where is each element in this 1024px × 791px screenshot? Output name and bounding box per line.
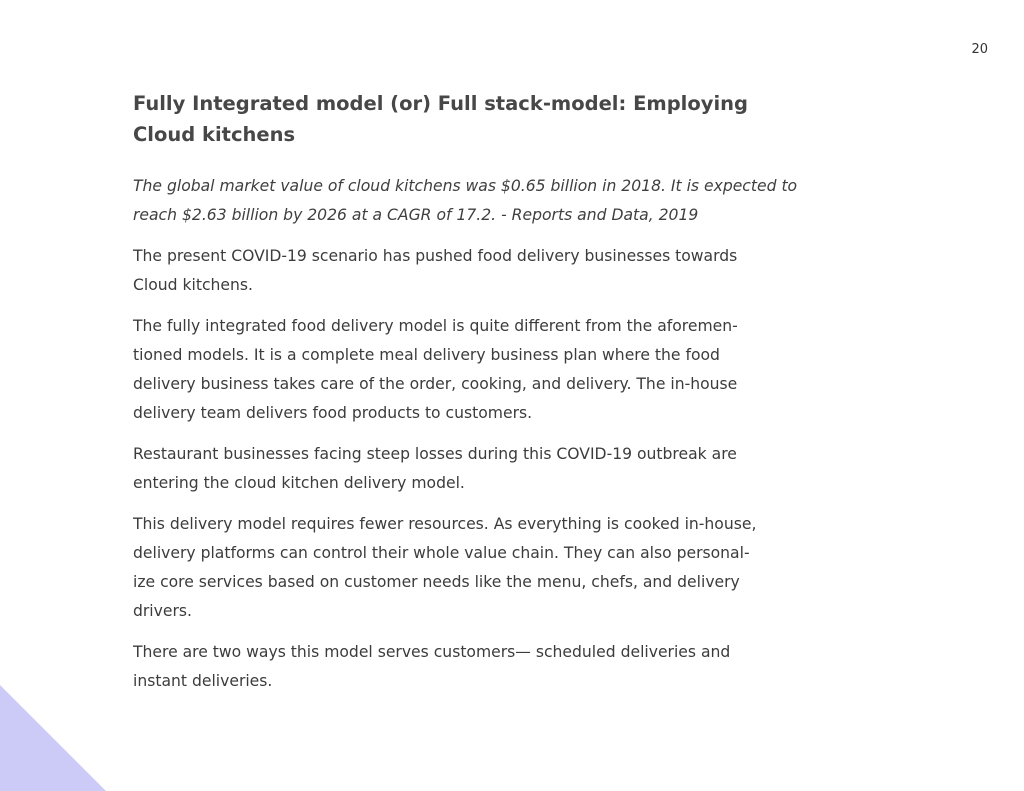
corner-decoration — [0, 685, 106, 791]
statistic-quote — [133, 172, 868, 230]
quote-line: The global market value of cloud kitchens was $0.65 billion in 2018. It is expected to — [133, 177, 798, 195]
paragraph-line: There are two ways this model serves customers— scheduled deliveries and — [133, 643, 731, 661]
paragraph-line: delivery business takes care of the order, cooking, and delivery. The in-house — [133, 375, 738, 393]
paragraph-line: Restaurant businesses facing steep losses during this COVID-19 outbreak are — [133, 445, 737, 463]
paragraph-line: drivers. — [133, 602, 192, 620]
paragraph-line: instant deliveries. — [133, 672, 273, 690]
paragraph-line: tioned models. It is a complete meal delivery business plan where the food — [133, 346, 720, 364]
paragraph-fewer-resources — [133, 510, 868, 626]
heading-line: Cloud kitchens — [133, 123, 296, 146]
paragraph-line: The present COVID-19 scenario has pushed food delivery businesses towards — [133, 247, 738, 265]
paragraph-delivery-ways — [133, 638, 868, 696]
paragraph-line: Cloud kitchens. — [133, 276, 253, 294]
paragraph-covid-scenario — [133, 242, 868, 300]
quote-line: reach $2.63 billion by 2026 at a CAGR of 17.2. - Reports and Data, 2019 — [133, 206, 699, 224]
page-number: 20 — [971, 42, 988, 57]
heading-line: Fully Integrated model (or) Full stack-model: Employing — [133, 92, 748, 115]
paragraph-line: The fully integrated food delivery model is quite different from the aforemen- — [133, 317, 738, 335]
page-content — [133, 88, 868, 708]
section-heading — [133, 88, 868, 150]
paragraph-line: entering the cloud kitchen delivery model. — [133, 474, 465, 492]
paragraph-line: ize core services based on customer needs like the menu, chefs, and delivery — [133, 573, 740, 591]
paragraph-line: This delivery model requires fewer resources. As everything is cooked in-house, — [133, 515, 757, 533]
paragraph-integrated-model — [133, 312, 868, 428]
paragraph-line: delivery platforms can control their whole value chain. They can also personal- — [133, 544, 750, 562]
paragraph-line: delivery team delivers food products to customers. — [133, 404, 533, 422]
paragraph-restaurant-losses — [133, 440, 868, 498]
